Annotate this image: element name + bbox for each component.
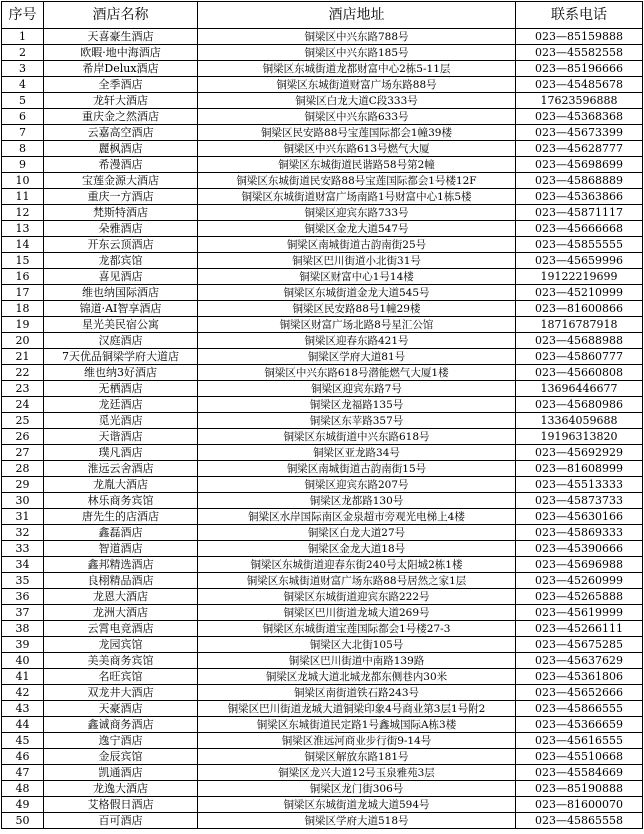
table-row	[2, 61, 643, 77]
table-row	[2, 45, 643, 61]
row-index: 41	[2, 669, 44, 685]
row-index: 48	[2, 781, 44, 797]
hotel-name: 开东云顶酒店	[44, 237, 198, 253]
table-row	[2, 749, 643, 765]
row-index: 12	[2, 205, 44, 221]
hotel-address: 铜梁区巴川街道龙城大道铜梁印象4号商业第3层1号附2	[198, 701, 516, 717]
hotel-name: 宝莲金源大酒店	[44, 173, 198, 189]
phone: 023—45696988	[516, 557, 643, 573]
phone: 023—85159888	[516, 29, 643, 45]
hotel-name: 维也纳国际酒店	[44, 285, 198, 301]
hotel-address: 铜梁区金龙大道547号	[198, 221, 516, 237]
phone: 023—45210999	[516, 285, 643, 301]
hotel-address: 铜梁区龙兴大道12号玉泉雅苑3层	[198, 765, 516, 781]
hotel-address: 铜梁区东城街道中兴东路618号	[198, 429, 516, 445]
table-row	[2, 797, 643, 813]
phone: 023—45873733	[516, 493, 643, 509]
phone: 023—45637629	[516, 653, 643, 669]
row-index: 43	[2, 701, 44, 717]
row-index: 49	[2, 797, 44, 813]
hotel-name: 林乐商务宾馆	[44, 493, 198, 509]
table-row	[2, 605, 643, 621]
phone: 023—45692929	[516, 445, 643, 461]
table-row	[2, 77, 643, 93]
table-row	[2, 317, 643, 333]
hotel-name: 云霄电竞酒店	[44, 621, 198, 637]
row-index: 5	[2, 93, 44, 109]
hotel-address: 铜梁区解放东路181号	[198, 749, 516, 765]
hotel-address: 铜梁区巴川街道中南路139路	[198, 653, 516, 669]
phone: 023—45260999	[516, 573, 643, 589]
table-row	[2, 125, 643, 141]
table-row	[2, 141, 643, 157]
hotel-name: 天谐酒店	[44, 429, 198, 445]
phone: 13696446677	[516, 381, 643, 397]
phone: 023—45660808	[516, 365, 643, 381]
hotel-address: 铜梁区东城街道财富广场东路88号居然之家1层	[198, 573, 516, 589]
row-index: 10	[2, 173, 44, 189]
table-row	[2, 765, 643, 781]
hotel-address: 铜梁区中兴东路788号	[198, 29, 516, 45]
hotel-address: 铜梁区财富广场北路8号星汇公馆	[198, 317, 516, 333]
phone: 023—45868889	[516, 173, 643, 189]
row-index: 40	[2, 653, 44, 669]
hotel-name: 唐先生的店酒店	[44, 509, 198, 525]
hotel-name: 龙园宾馆	[44, 637, 198, 653]
table-row	[2, 397, 643, 413]
hotel-name: 天豪酒店	[44, 701, 198, 717]
hotel-name: 希漫酒店	[44, 157, 198, 173]
table-row	[2, 541, 643, 557]
hotel-name: 逸宁酒店	[44, 733, 198, 749]
phone: 023—45265888	[516, 589, 643, 605]
row-index: 3	[2, 61, 44, 77]
row-index: 6	[2, 109, 44, 125]
row-index: 7	[2, 125, 44, 141]
phone: 17623596888	[516, 93, 643, 109]
hotel-address: 铜梁区迎宾东路207号	[198, 477, 516, 493]
hotel-address: 铜梁区东城街道金龙大道545号	[198, 285, 516, 301]
hotel-address: 铜梁区南城街道古韵南街25号	[198, 237, 516, 253]
hotel-name: 天喜豪生酒店	[44, 29, 198, 45]
hotel-address: 铜梁区中兴东路185号	[198, 45, 516, 61]
hotel-address: 铜梁区学府大道518号	[198, 813, 516, 829]
hotel-table	[1, 1, 643, 829]
row-index: 4	[2, 77, 44, 93]
row-index: 38	[2, 621, 44, 637]
table-row	[2, 413, 643, 429]
table-row	[2, 717, 643, 733]
phone: 023—81600070	[516, 797, 643, 813]
phone: 023—45361806	[516, 669, 643, 685]
row-index: 24	[2, 397, 44, 413]
row-index: 19	[2, 317, 44, 333]
hotel-name: 艾格假日酒店	[44, 797, 198, 813]
table-row	[2, 589, 643, 605]
hotel-name: 星光美民宿公寓	[44, 317, 198, 333]
hotel-name: 龙胤大酒店	[44, 477, 198, 493]
row-index: 33	[2, 541, 44, 557]
hotel-name: 7天优品铜梁学府大道店	[44, 349, 198, 365]
table-row	[2, 781, 643, 797]
phone: 023—45390666	[516, 541, 643, 557]
hotel-address: 铜梁区东苹路357号	[198, 413, 516, 429]
table-row	[2, 173, 643, 189]
hotel-name: 名旺宾馆	[44, 669, 198, 685]
phone: 023—45513333	[516, 477, 643, 493]
table-row	[2, 813, 643, 829]
row-index: 23	[2, 381, 44, 397]
phone: 13364059688	[516, 413, 643, 429]
hotel-name: 无栖酒店	[44, 381, 198, 397]
hotel-address: 铜梁区白龙大道27号	[198, 525, 516, 541]
hotel-address: 铜梁区迎春东路421号	[198, 333, 516, 349]
hotel-address: 铜梁区金龙大道18号	[198, 541, 516, 557]
table-row	[2, 237, 643, 253]
row-index: 2	[2, 45, 44, 61]
row-index: 25	[2, 413, 44, 429]
row-index: 17	[2, 285, 44, 301]
table-row	[2, 157, 643, 173]
hotel-address: 铜梁区南城街道古韵南街15号	[198, 461, 516, 477]
hotel-name: 鑫诚商务酒店	[44, 717, 198, 733]
phone: 023—45698699	[516, 157, 643, 173]
table-row	[2, 29, 643, 45]
table-row	[2, 669, 643, 685]
hotel-name: 朵雅酒店	[44, 221, 198, 237]
phone: 023—45652666	[516, 685, 643, 701]
hotel-name: 龙恩大酒店	[44, 589, 198, 605]
row-index: 42	[2, 685, 44, 701]
hotel-address: 铜梁区大北街105号	[198, 637, 516, 653]
table-row	[2, 445, 643, 461]
row-index: 36	[2, 589, 44, 605]
row-index: 8	[2, 141, 44, 157]
table-row	[2, 653, 643, 669]
table-row	[2, 525, 643, 541]
header-phone: 联系电话	[516, 2, 643, 29]
phone: 023—45266111	[516, 621, 643, 637]
table-row	[2, 349, 643, 365]
hotel-address: 铜梁区淮远河商业步行街9-14号	[198, 733, 516, 749]
hotel-name: 全季酒店	[44, 77, 198, 93]
hotel-address: 铜梁区迎宾东路7号	[198, 381, 516, 397]
row-index: 9	[2, 157, 44, 173]
table-row	[2, 253, 643, 269]
table-row	[2, 221, 643, 237]
hotel-address: 铜梁区迎宾东路733号	[198, 205, 516, 221]
phone: 023—45865558	[516, 813, 643, 829]
hotel-name: 麗枫酒店	[44, 141, 198, 157]
table-row	[2, 493, 643, 509]
hotel-name: 鑫邦精选酒店	[44, 557, 198, 573]
table-row	[2, 109, 643, 125]
header-row	[2, 2, 643, 29]
hotel-name: 金辰宾馆	[44, 749, 198, 765]
row-index: 50	[2, 813, 44, 829]
hotel-name: 维也纳3好酒店	[44, 365, 198, 381]
table-row	[2, 93, 643, 109]
hotel-address: 铜梁区龙都路130号	[198, 493, 516, 509]
row-index: 34	[2, 557, 44, 573]
hotel-name: 希岸Delux酒店	[44, 61, 198, 77]
hotel-address: 铜梁区龙福路135号	[198, 397, 516, 413]
row-index: 1	[2, 29, 44, 45]
hotel-address: 铜梁区亚龙路34号	[198, 445, 516, 461]
row-index: 30	[2, 493, 44, 509]
phone: 023—45582558	[516, 45, 643, 61]
hotel-address: 铜梁区东城街道财富广场东路88号	[198, 77, 516, 93]
hotel-address: 铜梁区巴川街道龙城大道269号	[198, 605, 516, 621]
row-index: 27	[2, 445, 44, 461]
hotel-name: 梵斯特酒店	[44, 205, 198, 221]
table-row	[2, 701, 643, 717]
hotel-name: 双龙井大酒店	[44, 685, 198, 701]
table-row	[2, 509, 643, 525]
row-index: 29	[2, 477, 44, 493]
row-index: 37	[2, 605, 44, 621]
phone: 19196313820	[516, 429, 643, 445]
hotel-address: 铜梁区东城街道财富广场南路1号财富中心1栋5楼	[198, 189, 516, 205]
phone: 023—45871117	[516, 205, 643, 221]
hotel-address: 铜梁区龙门街306号	[198, 781, 516, 797]
phone: 023—81600866	[516, 301, 643, 317]
row-index: 21	[2, 349, 44, 365]
hotel-name: 云嘉高空酒店	[44, 125, 198, 141]
header-hotel-name: 酒店名称	[44, 2, 198, 29]
row-index: 35	[2, 573, 44, 589]
phone: 023—45659996	[516, 253, 643, 269]
hotel-address: 铜梁区南街道铁石路243号	[198, 685, 516, 701]
hotel-name: 锦道·AI智享酒店	[44, 301, 198, 317]
hotel-address: 铜梁区龙城大道北城龙都东侧巷内30米	[198, 669, 516, 685]
hotel-name: 龙逸大酒店	[44, 781, 198, 797]
table-row	[2, 461, 643, 477]
row-index: 46	[2, 749, 44, 765]
phone: 023—45584669	[516, 765, 643, 781]
hotel-name: 美美商务宾馆	[44, 653, 198, 669]
table-row	[2, 685, 643, 701]
table-row	[2, 333, 643, 349]
hotel-address: 铜梁区东城街道民定路1号鑫城国际A栋3楼	[198, 717, 516, 733]
row-index: 32	[2, 525, 44, 541]
table-row	[2, 189, 643, 205]
hotel-address: 铜梁区中兴东路618号潜能燃气大厦1楼	[198, 365, 516, 381]
phone: 023—81608999	[516, 461, 643, 477]
phone: 023—45628777	[516, 141, 643, 157]
row-index: 22	[2, 365, 44, 381]
row-index: 20	[2, 333, 44, 349]
hotel-address: 铜梁区东城街道龙都财富中心2栋5-11层	[198, 61, 516, 77]
hotel-name: 凯通酒店	[44, 765, 198, 781]
phone: 023—45673399	[516, 125, 643, 141]
phone: 023—85196666	[516, 61, 643, 77]
phone: 023—45666668	[516, 221, 643, 237]
hotel-name: 鑫磊酒店	[44, 525, 198, 541]
phone: 023—45680986	[516, 397, 643, 413]
phone: 023—45510668	[516, 749, 643, 765]
table-row	[2, 429, 643, 445]
hotel-name: 龙都宾馆	[44, 253, 198, 269]
row-index: 14	[2, 237, 44, 253]
phone: 023—45619999	[516, 605, 643, 621]
hotel-address: 铜梁区学府大道81号	[198, 349, 516, 365]
row-index: 28	[2, 461, 44, 477]
header-index: 序号	[2, 2, 44, 29]
hotel-name: 喜见酒店	[44, 269, 198, 285]
row-index: 31	[2, 509, 44, 525]
table-row	[2, 301, 643, 317]
row-index: 26	[2, 429, 44, 445]
hotel-address: 铜梁区中兴东路613号燃气大厦	[198, 141, 516, 157]
phone: 19122219699	[516, 269, 643, 285]
row-index: 47	[2, 765, 44, 781]
table-row	[2, 285, 643, 301]
hotel-address: 铜梁区民安路88号宝莲国际都会1幢39楼	[198, 125, 516, 141]
table-row	[2, 637, 643, 653]
phone: 023—45688988	[516, 333, 643, 349]
table-row	[2, 365, 643, 381]
phone: 023—45860777	[516, 349, 643, 365]
table-row	[2, 733, 643, 749]
row-index: 18	[2, 301, 44, 317]
table-row	[2, 381, 643, 397]
row-index: 15	[2, 253, 44, 269]
hotel-name: 欧暇·地中海酒店	[44, 45, 198, 61]
row-index: 13	[2, 221, 44, 237]
row-index: 44	[2, 717, 44, 733]
phone: 023—45869333	[516, 525, 643, 541]
phone: 18716787918	[516, 317, 643, 333]
hotel-address: 铜梁区东城街道民谐路58号第2幢	[198, 157, 516, 173]
phone: 023—45675285	[516, 637, 643, 653]
phone: 023—85190888	[516, 781, 643, 797]
hotel-name: 重庆金之然酒店	[44, 109, 198, 125]
phone: 023—45363866	[516, 189, 643, 205]
table-row	[2, 205, 643, 221]
hotel-name: 觅光酒店	[44, 413, 198, 429]
hotel-address: 铜梁区财富中心1号14楼	[198, 269, 516, 285]
row-index: 39	[2, 637, 44, 653]
hotel-name: 智道酒店	[44, 541, 198, 557]
hotel-name: 龙洲大酒店	[44, 605, 198, 621]
hotel-name: 良栩精品酒店	[44, 573, 198, 589]
row-index: 45	[2, 733, 44, 749]
hotel-name: 璞凡酒店	[44, 445, 198, 461]
hotel-name: 龙廷酒店	[44, 397, 198, 413]
hotel-name: 淮远云舍酒店	[44, 461, 198, 477]
hotel-address: 铜梁区白龙大道C段333号	[198, 93, 516, 109]
table-row	[2, 573, 643, 589]
hotel-address: 铜梁区东城街道迎春东街240号太阳城2栋1楼	[198, 557, 516, 573]
phone: 023—45368368	[516, 109, 643, 125]
hotel-address: 铜梁区东城街道民安路88号宝莲国际都会1号楼12F	[198, 173, 516, 189]
table-row	[2, 557, 643, 573]
table-row	[2, 477, 643, 493]
phone: 023—45485678	[516, 77, 643, 93]
hotel-name: 重庆一方酒店	[44, 189, 198, 205]
table-body	[2, 29, 643, 829]
phone: 023—45366659	[516, 717, 643, 733]
phone: 023—45630166	[516, 509, 643, 525]
hotel-address: 铜梁区东城街道迎宾东路222号	[198, 589, 516, 605]
hotel-name: 百可酒店	[44, 813, 198, 829]
hotel-address: 铜梁区东城街道龙城大道594号	[198, 797, 516, 813]
hotel-address: 铜梁区中兴东路633号	[198, 109, 516, 125]
table-row	[2, 621, 643, 637]
phone: 023—45855555	[516, 237, 643, 253]
header-hotel-address: 酒店地址	[198, 2, 516, 29]
hotel-address: 铜梁区东城街道宝莲国际都会1号楼27-3	[198, 621, 516, 637]
table-row	[2, 269, 643, 285]
hotel-address: 铜梁区民安路88号1幢29楼	[198, 301, 516, 317]
row-index: 11	[2, 189, 44, 205]
row-index: 16	[2, 269, 44, 285]
phone: 023—45866555	[516, 701, 643, 717]
hotel-address: 铜梁区巴川街道小北街31号	[198, 253, 516, 269]
hotel-name: 龙轩大酒店	[44, 93, 198, 109]
hotel-name: 汉庭酒店	[44, 333, 198, 349]
phone: 023—45616555	[516, 733, 643, 749]
hotel-address: 铜梁区水岸国际南区金泉超市旁观光电梯上4楼	[198, 509, 516, 525]
